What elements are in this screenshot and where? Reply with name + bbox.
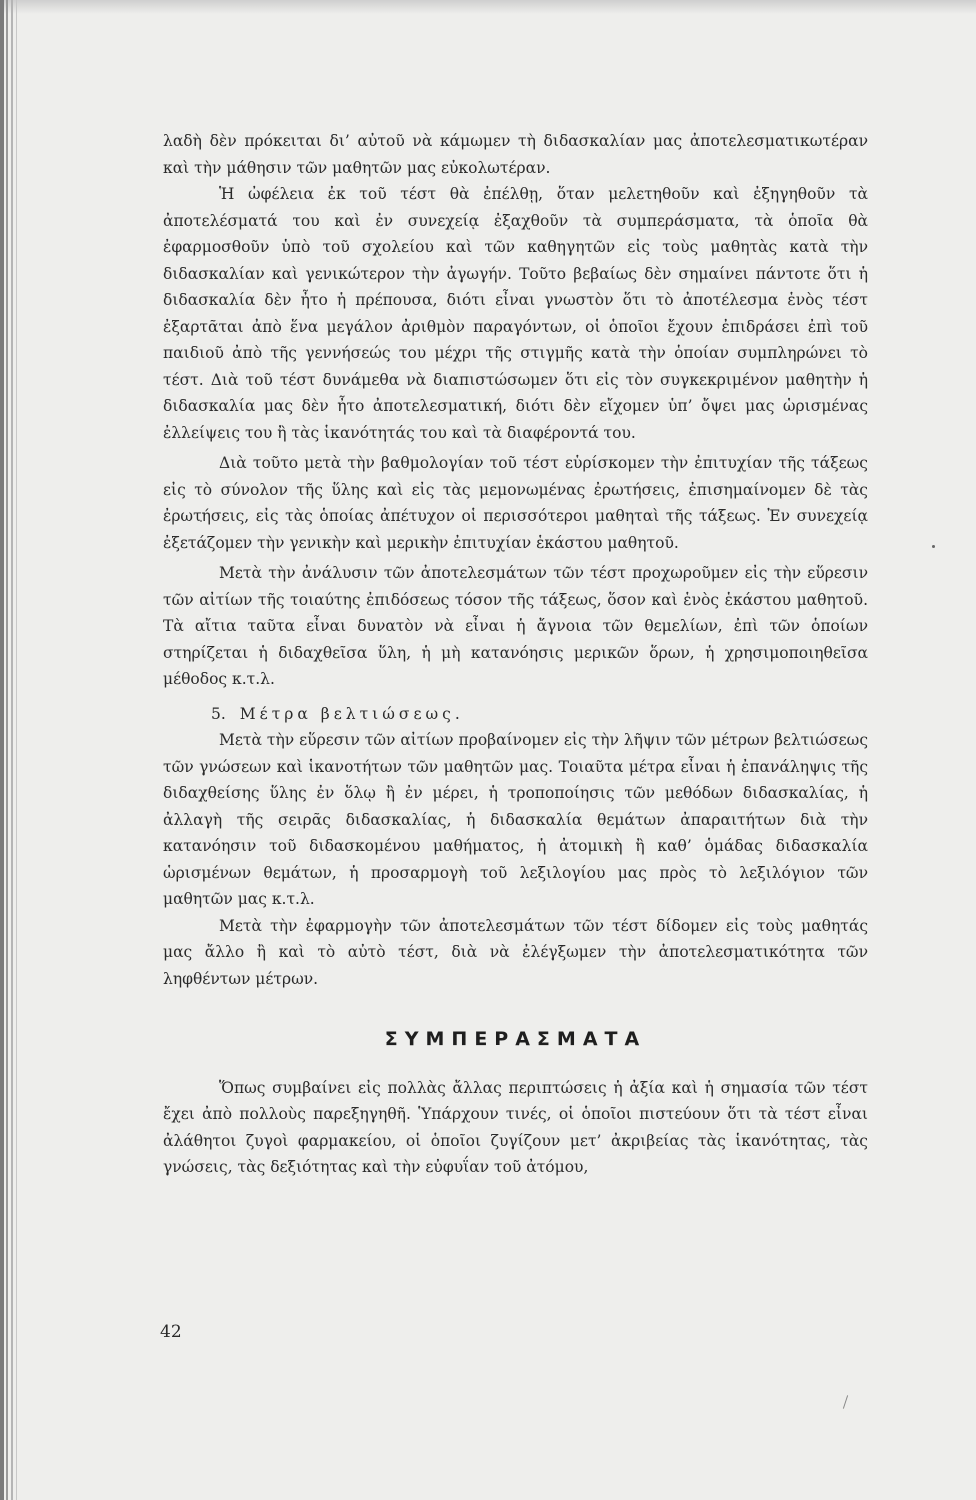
section-title: Μέτρα βελτιώσεως. [239, 704, 464, 723]
binding-edge [16, 0, 17, 1500]
paragraph-5: Μετὰ τὴν εὕρεσιν τῶν αἰτίων προβαίνομεν εἰς τὴν λῆψιν τῶν μέτρων βελτιώσεως τῶν γνώσεων καὶ ἱκανοτήτων τῶν μαθητῶν μας. Τοιαῦτα μέτρα εἶναι ἡ ἐπανάληψις τῆς διδαχθείσης ὕλης ἐν ὅλῳ ἢ ἐν μέρει, ἡ τροποποίησις τῶν μεθόδων διδασκαλίας, ἡ ἀλλαγὴ τῆς σειρᾶς διδασκαλίας, ἡ διδασκαλία θεμάτων ἀπαραιτήτων διὰ τὴν κατανόησιν τοῦ διδασκομένου μαθήματος, ἡ ἀτομικὴ ἢ καθ’ ὁμάδας διδασκαλία ὡρισμένων θεμάτων, ἡ προσαρμογὴ τοῦ λεξιλογίου μας πρὸς τὸ λεξιλόγιον τῶν μαθητῶν μας κ.τ.λ. [163, 731, 868, 908]
page-number: 42 [160, 1322, 182, 1342]
scan-speck [843, 1395, 848, 1409]
binding-edge [11, 0, 13, 1500]
paragraph-1: λαδὴ δὲν πρόκειται δι’ αὐτοῦ νὰ κάμωμεν τὴ διδασκαλίαν μας ἀποτελεσματικωτέραν καὶ τὴν μάθησιν τῶν μαθητῶν μας εὐκολωτέραν. [163, 132, 868, 177]
top-shadow [0, 0, 976, 14]
paragraph-3: Διὰ τοῦτο μετὰ τὴν βαθμολογίαν τοῦ τέστ εὑρίσκομεν τὴν ἐπιτυχίαν τῆς τάξεως εἰς τὸ σύνολον τῆς ὕλης καὶ εἰς τὰς μεμονωμένας ἐρωτήσεις, ἐπισημαίνομεν δὲ τὰς ἐρωτήσεις, εἰς τὰς ὁποίας ἀπέτυχον οἱ περισσότεροι μαθηταὶ τῆς τάξεως. Ἐν συνεχείᾳ ἐξετάζομεν τὴν γενικὴν καὶ μερικὴν ἐπιτυχίαν ἑκάστου μαθητοῦ. [163, 454, 868, 552]
scan-speck [932, 545, 935, 548]
paragraph-4: Μετὰ τὴν ἀνάλυσιν τῶν ἀποτελεσμάτων τῶν τέστ προχωροῦμεν εἰς τὴν εὕρεσιν τῶν αἰτίων τῆς τοιαύτης ἐπιδόσεως τόσον τῆς τάξεως, ὅσον καὶ ἑνὸς ἑκάστου μαθητοῦ. Τὰ αἴτια ταῦτα εἶναι δυνατὸν νὰ εἶναι ἡ ἄγνοια τῶν θεμελίων, ἐπὶ τῶν ὁποίων στηρίζεται ἡ διδαχθεῖσα ὕλη, ἡ μὴ κατανόησις μερικῶν ὅρων, ἡ χρησιμοποιηθεῖσα μέθοδος κ.τ.λ. [163, 564, 868, 688]
paragraph-2: Ἡ ὠφέλεια ἐκ τοῦ τέστ θὰ ἐπέλθῃ, ὅταν μελετηθοῦν καὶ ἐξηγηθοῦν τὰ ἀποτελέσματά του καὶ ἐν συνεχείᾳ ἐξαχθοῦν τὰ συμπεράσματα, τὰ ὁποῖα θὰ ἐφαρμοσθοῦν ὑπὸ τοῦ σχολείου καὶ τῶν καθηγητῶν εἰς τοὺς μαθητὰς κατὰ τὴν διδασκαλίαν καὶ γενικώτερον τὴν ἀγωγήν. Τοῦτο βεβαίως δὲν σημαίνει πάντοτε ὅτι ἡ διδασκαλία δὲν ἦτο ἡ πρέπουσα, διότι εἶναι γνωστὸν ὅτι τὸ ἀποτέλεσμα ἑνὸς τέστ ἐξαρτᾶται ἀπὸ ἕνα μεγάλον ἀριθμὸν παραγόντων, οἱ ὁποῖοι ἔχουν ἐπιδράσει ἐπὶ τοῦ παιδιοῦ ἀπὸ τῆς γεννήσεώς του μέχρι τῆς στιγμῆς κατὰ τὴν ὁποίαν συμπληρώνει τὸ τέστ. Διὰ τοῦ τέστ δυνάμεθα νὰ διαπιστώσωμεν ὅτι εἰς τὸν συγκεκριμένον μαθητὴν ἡ διδασκαλία μας δὲν ἦτο ἀποτελεσματική, διότι δὲν εἴχομεν ὑπ’ ὄψει μας ὡρισμένας ἐλλείψεις του ἢ τὰς ἱκανότητάς του καὶ τὰ διαφέροντά του. [163, 185, 868, 442]
binding-edge [6, 0, 8, 1500]
conclusions-heading: ΣΥΜΠΕΡΑΣΜΑΤΑ [384, 1028, 647, 1050]
paragraph-7: Ὅπως συμβαίνει εἰς πολλὰς ἄλλας περιπτώσεις ἡ ἀξία καὶ ἡ σημασία τῶν τέστ ἔχει ἀπὸ πολλοὺς παρεξηγηθῆ. Ὑπάρχουν τινές, οἱ ὁποῖοι πιστεύουν ὅτι τὰ τέστ εἶναι ἀλάθητοι ζυγοὶ φαρμακείου, οἱ ὁποῖοι ζυγίζουν μετ’ ἀκριβείας τὰς ἱκανότητας, τὰς γνώσεις, τὰς δεξιότητας καὶ τὴν εὐφυΐαν τοῦ ἀτόμου, [163, 1078, 868, 1176]
page-body [163, 128, 868, 1181]
binding-edge [0, 0, 4, 1500]
section-number: 5. [211, 704, 226, 723]
section-heading [211, 701, 868, 728]
paragraph-6: Μετὰ τὴν ἐφαρμογὴν τῶν ἀποτελεσμάτων τῶν τέστ δίδομεν εἰς τοὺς μαθητάς μας ἄλλο ἢ καὶ τὸ αὐτὸ τέστ, διὰ νὰ ἐλέγξωμεν τὴν ἀποτελεσματικότητα τῶν ληφθέντων μέτρων. [163, 916, 868, 988]
